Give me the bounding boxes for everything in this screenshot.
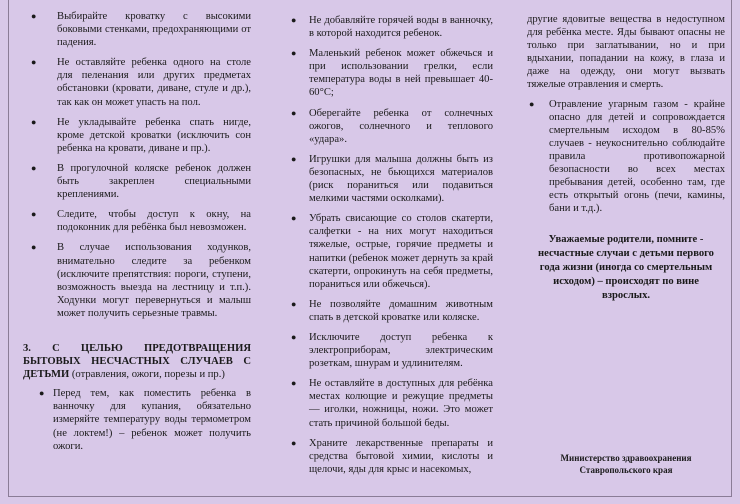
continuation-text: другие ядовитые вещества в недоступном для ребёнка месте. Яды бывают опасны не только при заглатывании, но и при вдыхании, попадании на кожу, в глаза и даже на одежду, они могут вызвать тяжелые отравления и смерть. <box>527 14 725 91</box>
list-item: ● В случае использования ходунков, внимательно следите за ребенком (исключите препятствия: пороги, ступени, возможность выезда на лестницу и т.п.). Ходунки могут перевернуться и малыш может получить серьезные травмы. <box>23 241 251 320</box>
list-item: ● Не оставляйте ребенка одного на столе для пеленания или других предметах обстановки (кровати, диване, стуле и др.), так как он может упасть на пол. <box>23 56 251 108</box>
list-item: ● Убрать свисающие со столов скатерти, салфетки - на них могут находиться тяжелые, острые, горячие предметы и напитки (ребенок может дернуть за край скатерти, опрокинуть на себя предметы, пораниться или обжечься). <box>291 212 493 291</box>
list-item: ● Оберегайте ребенка от солнечных ожогов, солнечного и теплового «удара». <box>291 107 493 146</box>
safety-list-sleep <box>23 10 251 320</box>
list-item: ● Не оставляйте в доступных для ребёнка местах колющие и режущие предметы — иголки, ножницы, ножи. Это может стать причиной большой беды. <box>291 377 493 429</box>
section-heading-title: 3. С ЦЕЛЬЮ ПРЕДОТВРАЩЕНИЯ БЫТОВЫХ НЕСЧАСТНЫХ СЛУЧАЕВ С ДЕТЬМИ <box>23 342 251 381</box>
list-item: ● Не позволяйте домашним животным спать в детской кроватке или коляске. <box>291 298 493 324</box>
list-item: ● Исключите доступ ребенка к электроприборам, электрическим розеткам, шнурам и удлинителям. <box>291 331 493 370</box>
ministry-signature <box>527 452 725 476</box>
safety-list-poisoning <box>527 98 725 216</box>
list-item: ● Выбирайте кроватку с высокими боковыми стенками, предохраняющими от падения. <box>23 10 251 49</box>
list-item: ● Не укладывайте ребенка спать нигде, кроме детской кроватки (исключить сон ребенка на кровати, диване и пр.). <box>23 116 251 155</box>
section-heading-note: (отравления, ожоги, порезы и пр.) <box>69 369 225 381</box>
list-item: ● Игрушки для малыша должны быть из безопасных, не бьющихся материалов (риск пораниться или подавиться мелкими частями осколками). <box>291 153 493 205</box>
ministry-line-2: Ставропольского края <box>579 465 673 475</box>
list-item: ● Перед тем, как поместить ребенка в ванночку для купания, обязательно измеряйте температуру воды термометром (не локтем!) – ребенок может получить ожоги. <box>23 387 251 452</box>
leaflet-page <box>8 0 732 497</box>
column-3 <box>527 13 725 490</box>
list-item: ● Следите, чтобы доступ к окну, на подоконник для ребёнка был невозможен. <box>23 208 251 234</box>
list-item: ● Храните лекарственные препараты и средства бытовой химии, кислоты и щелочи, яды для крыс и насекомых, <box>291 437 493 476</box>
list-item: ● Не добавляйте горячей воды в ванночку, в которой находится ребенок. <box>291 14 493 40</box>
safety-list-household <box>23 387 251 452</box>
column-2 <box>291 14 493 490</box>
list-item: ● В прогулочной коляске ребенок должен быть закреплен специальными креплениями. <box>23 162 251 201</box>
section-heading <box>23 342 251 381</box>
list-item: ● Отравление угарным газом - крайне опасно для детей и сопровождается смертельным исходом в 80-85% случаев - неукоснительно соблюдайте правила противопожарной безопасности во всех местах пребывания детей, особенно там, где есть открытый огонь (печи, камины, бани и т.д.). <box>527 98 725 216</box>
column-1 <box>23 10 251 490</box>
safety-list-household-cont <box>291 14 493 476</box>
ministry-line-1: Министерство здравоохранения <box>560 453 692 463</box>
list-item: ● Маленький ребенок может обжечься и при использовании грелки, если температура воды в ней превышает 40-60°С; <box>291 47 493 99</box>
parents-appeal: Уважаемые родители, помните - несчастные случаи с детьми первого года жизни (иногда со смертельным исходом) – происходят по вине взрослых. <box>538 234 714 302</box>
